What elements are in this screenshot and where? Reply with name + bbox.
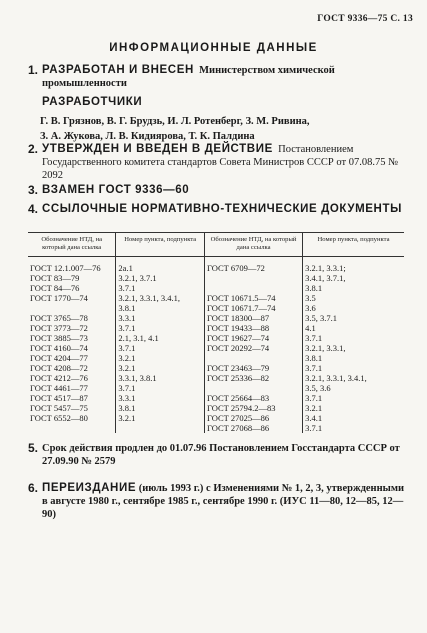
designation-cell: ГОСТ 25794.2—83 xyxy=(205,403,303,413)
clause-cell: 3.8.1 xyxy=(116,403,205,413)
item-2-text: Постановлением Государственного комитета стандартов Совета Министров СССР от 07.08.75 № 2092 xyxy=(42,144,399,181)
designation-cell: ГОСТ 4517—87 xyxy=(28,393,116,403)
item-6 xyxy=(28,482,408,521)
designation-cell: ГОСТ 4204—77 xyxy=(28,353,116,363)
item-4 xyxy=(28,203,408,216)
designation-cell: ГОСТ 18300—87 xyxy=(205,313,303,323)
designation-cell: ГОСТ 6709—72 xyxy=(205,257,303,274)
references-table-body xyxy=(28,257,404,434)
clause-cell: 3.5, 3.6 xyxy=(305,383,331,393)
clause-cell: 3.2.1, 3.3.1, xyxy=(305,343,346,353)
references-table xyxy=(28,232,404,433)
designation-cell xyxy=(28,303,116,313)
clause-cell: 3.5, 3.7.1 xyxy=(305,313,337,323)
clause-cell: 4.1 xyxy=(305,323,316,333)
header-designation-right: Обозначение НТД, на который дана ссылка xyxy=(205,233,303,257)
clause-cell: 3.2.1 xyxy=(305,403,323,413)
designation-cell: ГОСТ 10671.5—74 xyxy=(205,293,303,303)
header-clause-right: Номер пункта, подпункта xyxy=(303,233,404,257)
designation-cell: ГОСТ 4212—76 xyxy=(28,373,116,383)
clause-cell: 2а.1 xyxy=(116,257,205,274)
table-row xyxy=(28,323,404,333)
developers-block xyxy=(28,96,408,109)
table-row xyxy=(28,273,404,283)
clause-cell: 3.7.1 xyxy=(116,323,205,333)
table-row xyxy=(28,413,404,423)
clause-cell: 3.2.1, 3.3.1, 3.4.1, xyxy=(305,373,367,383)
item-5-number: 5. xyxy=(28,441,39,455)
item-2 xyxy=(28,143,408,182)
designation-cell: ГОСТ 4461—77 xyxy=(28,383,116,393)
clause-cell: 3.2.1, 3.3.1; xyxy=(305,263,346,273)
table-row xyxy=(28,257,404,274)
clause-cell: 3.8.1 xyxy=(116,303,205,313)
item-2-number: 2. xyxy=(28,142,39,156)
table-row xyxy=(28,423,404,433)
designation-cell: ГОСТ 84—76 xyxy=(28,283,116,293)
item-1-text: Министерством химической промышленности xyxy=(42,65,335,89)
designation-cell: ГОСТ 4208—72 xyxy=(28,363,116,373)
designation-cell xyxy=(205,353,303,363)
clause-cell xyxy=(116,423,205,433)
clause-cell: 3.2.1, 3.7.1 xyxy=(116,273,205,283)
developers-line-2: З. А. Жукова, Л. В. Кидиярова, Т. К. Палдина xyxy=(40,131,255,142)
clause-cell: 3.3.1, 3.8.1 xyxy=(116,373,205,383)
designation-cell: ГОСТ 3885—73 xyxy=(28,333,116,343)
designation-cell: ГОСТ 20292—74 xyxy=(205,343,303,353)
table-row xyxy=(28,383,404,393)
designation-cell: ГОСТ 3773—72 xyxy=(28,323,116,333)
item-6-number: 6. xyxy=(28,481,39,495)
designation-cell: ГОСТ 19433—88 xyxy=(205,323,303,333)
item-4-caption: ССЫЛОЧНЫЕ НОРМАТИВНО-ТЕХНИЧЕСКИЕ ДОКУМЕНТЫ xyxy=(42,203,402,215)
designation-cell xyxy=(205,283,303,293)
table-row xyxy=(28,293,404,303)
clause-cell: 3.2.1, 3.3.1, 3.4.1, xyxy=(116,293,205,303)
table-row xyxy=(28,343,404,353)
clause-cell: 3.2.1 xyxy=(116,353,205,363)
developers-list xyxy=(40,114,410,144)
designation-cell: ГОСТ 4160—74 xyxy=(28,343,116,353)
clause-cell: 3.7.1 xyxy=(305,423,323,433)
clause-cell: 3.8.1 xyxy=(305,353,323,363)
table-row xyxy=(28,393,404,403)
clause-cell: 3.2.1 xyxy=(116,363,205,373)
designation-cell: ГОСТ 27025—86 xyxy=(205,413,303,423)
developers-line-1: Г. В. Грязнов, В. Г. Брудзь, И. Л. Ротенберг, З. М. Ривина, xyxy=(40,116,310,127)
table-row xyxy=(28,373,404,383)
clause-cell: 3.2.1 xyxy=(116,413,205,423)
table-row xyxy=(28,353,404,363)
item-4-number: 4. xyxy=(28,202,39,216)
header-clause-left: Номер пункта, подпункта xyxy=(116,233,205,257)
designation-cell: ГОСТ 25336—82 xyxy=(205,373,303,383)
designation-cell: ГОСТ 23463—79 xyxy=(205,363,303,373)
designation-cell: ГОСТ 27068—86 xyxy=(205,423,303,433)
clause-cell: 3.4.1, 3.7.1, xyxy=(305,273,346,283)
clause-cell: 3.3.1 xyxy=(116,313,205,323)
clause-cell: 3.7.1 xyxy=(116,283,205,293)
designation-cell xyxy=(205,273,303,283)
designation-cell: ГОСТ 10671.7—74 xyxy=(205,303,303,313)
item-1-number: 1. xyxy=(28,63,39,77)
table-row xyxy=(28,363,404,373)
clause-cell: 3.7.1 xyxy=(116,343,205,353)
header-designation-left: Обозначение НТД, на который дана ссылка xyxy=(28,233,116,257)
page-header: ГОСТ 9336—75 С. 13 xyxy=(317,14,413,24)
item-5-text: Срок действия продлен до 01.07.96 Постановлением Госстандарта СССР от 27.09.90 № 2579 xyxy=(42,443,400,467)
table-row xyxy=(28,303,404,313)
clause-cell: 3.7.1 xyxy=(116,383,205,393)
item-1-caption: РАЗРАБОТАН И ВНЕСЕН xyxy=(42,64,194,76)
designation-cell: ГОСТ 12.1.007—76 xyxy=(28,257,116,274)
section-title: ИНФОРМАЦИОННЫЕ ДАННЫЕ xyxy=(109,42,318,54)
item-6-text: (июль 1993 г.) с Изменениями № 1, 2, 3, утвержденными в августе 1980 г., сентябре 1985 г., сентябре 1990 г. (ИУС 11—80, 12—85, 12—90) xyxy=(42,483,405,520)
table-row xyxy=(28,283,404,293)
item-3-number: 3. xyxy=(28,183,39,197)
clause-cell: 3.7.1 xyxy=(305,333,323,343)
designation-cell: ГОСТ 3765—78 xyxy=(28,313,116,323)
item-3-caption: ВЗАМЕН ГОСТ 9336—60 xyxy=(42,184,190,196)
clause-cell: 2.1, 3.1, 4.1 xyxy=(116,333,205,343)
clause-cell: 3.7.1 xyxy=(305,363,323,373)
table-row xyxy=(28,313,404,323)
clause-cell: 3.3.1 xyxy=(116,393,205,403)
table-row xyxy=(28,403,404,413)
designation-cell: ГОСТ 6552—80 xyxy=(28,413,116,423)
item-6-caption: ПЕРЕИЗДАНИЕ xyxy=(42,482,137,494)
item-1 xyxy=(28,64,408,90)
table-row xyxy=(28,333,404,343)
designation-cell xyxy=(28,423,116,433)
developers-label: РАЗРАБОТЧИКИ xyxy=(42,96,143,108)
clause-cell: 3.8.1 xyxy=(305,283,323,293)
item-3 xyxy=(28,184,408,197)
clause-cell: 3.4.1 xyxy=(305,413,323,423)
designation-cell: ГОСТ 83—79 xyxy=(28,273,116,283)
designation-cell: ГОСТ 25664—83 xyxy=(205,393,303,403)
clause-cell: 3.6 xyxy=(305,303,316,313)
item-2-caption: УТВЕРЖДЕН И ВВЕДЕН В ДЕЙСТВИЕ xyxy=(42,143,273,155)
clause-cell: 3.5 xyxy=(305,293,316,303)
item-5 xyxy=(28,442,408,468)
designation-cell: ГОСТ 5457—75 xyxy=(28,403,116,413)
designation-cell: ГОСТ 1770—74 xyxy=(28,293,116,303)
clause-cell: 3.7.1 xyxy=(305,393,323,403)
designation-cell xyxy=(205,383,303,393)
designation-cell: ГОСТ 19627—74 xyxy=(205,333,303,343)
